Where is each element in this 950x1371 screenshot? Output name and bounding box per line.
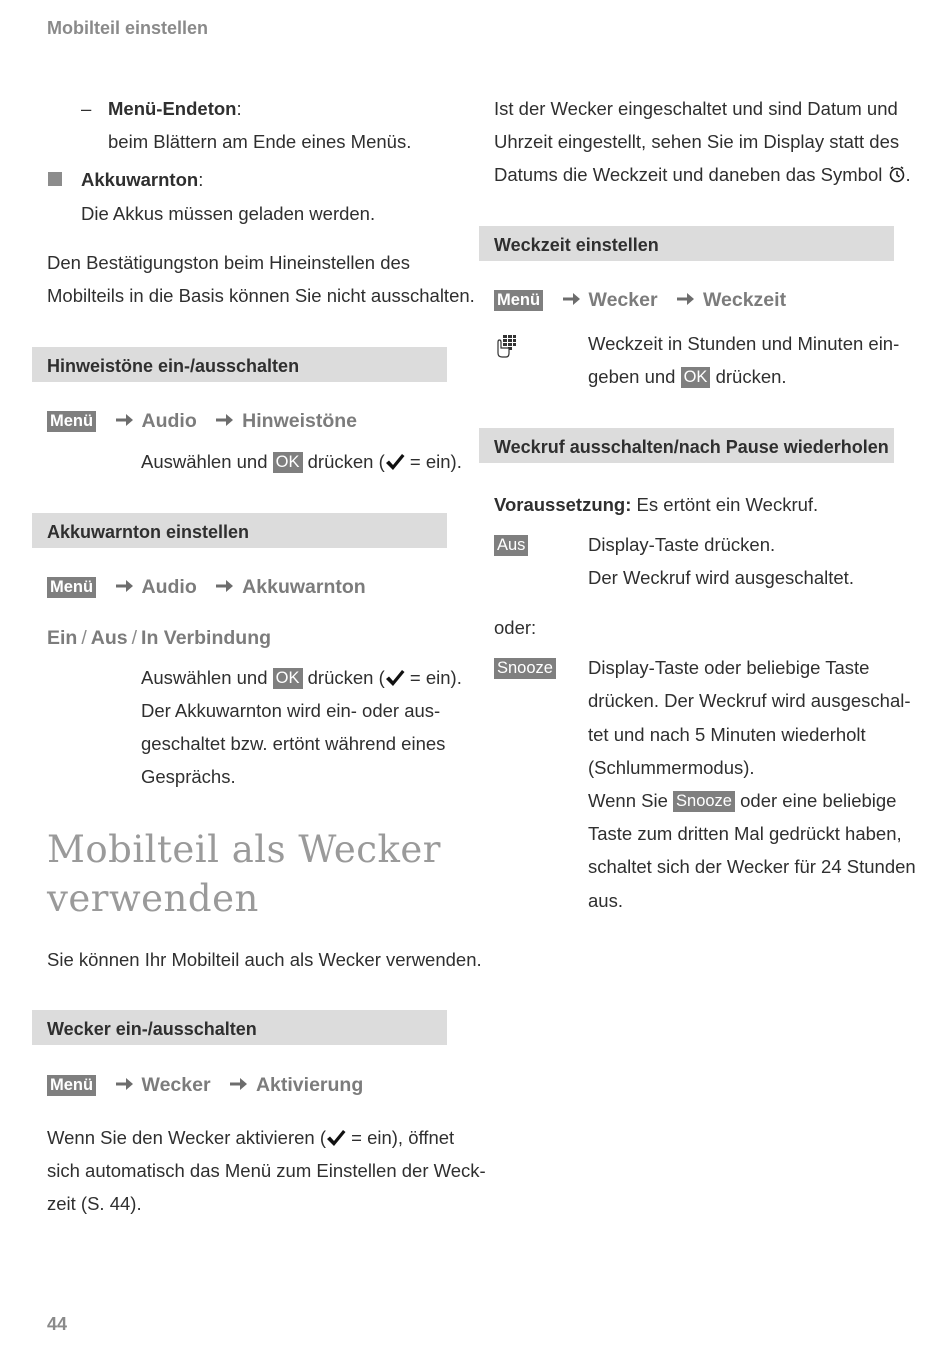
checkmark-icon <box>385 664 405 682</box>
intro-text: Sie können Ihr Mobilteil auch als Wecker verwenden. <box>47 949 482 970</box>
text: = ein). <box>404 451 462 472</box>
step-text <box>141 661 462 694</box>
step-line: drücken. Der Weckruf wird ausgeschal- <box>588 690 911 711</box>
arrow-right-icon <box>116 1074 133 1097</box>
prerequisite-text: Es ertönt ein Weckruf. <box>631 494 819 515</box>
step-line: Der Weckruf wird ausgeschaltet. <box>588 567 854 588</box>
section-header-weckzeit <box>479 226 894 261</box>
section-header-wecker <box>32 1010 447 1045</box>
option-ein[interactable]: Ein <box>47 627 78 649</box>
section-header-akkuwarnton <box>32 513 447 548</box>
paragraph-line: Mobilteils in die Basis können Sie nicht ausschalten. <box>47 285 475 306</box>
section-title: Hinweistöne ein-/ausschalten <box>47 356 300 376</box>
chapter-title-line: verwenden <box>47 877 259 920</box>
aus-key-wrap <box>494 528 528 561</box>
text: Wenn Sie den Wecker aktivieren ( <box>47 1127 326 1148</box>
menu-path-item: Audio <box>141 410 197 432</box>
menu-path-item: Wecker <box>588 289 658 311</box>
step-line: Der Akkuwarnton wird ein- oder aus- <box>141 700 441 721</box>
menu-path-item: Audio <box>141 576 197 598</box>
step-line: (Schlummermodus). <box>588 757 755 778</box>
body-line <box>47 1121 454 1154</box>
step-line: schaltet sich der Wecker für 24 Stunden <box>588 856 916 877</box>
checkmark-icon <box>326 1124 346 1142</box>
checkmark-icon <box>385 448 405 466</box>
section-title: Wecker ein-/ausschalten <box>47 1019 257 1039</box>
snooze-key[interactable]: Snooze <box>494 658 556 679</box>
body-line: sich automatisch das Menü zum Einstellen der Weck- <box>47 1160 486 1181</box>
arrow-right-icon <box>230 1074 247 1097</box>
text: Datums die Weckzeit und daneben das Symbol <box>494 164 883 185</box>
menu-path-item: Akkuwarnton <box>242 576 366 598</box>
chapter-title-line: Mobilteil als Wecker <box>47 828 441 871</box>
colon: : <box>236 98 242 119</box>
arrow-right-icon <box>563 289 580 312</box>
bullet-square-icon <box>48 172 62 186</box>
aus-key[interactable]: Aus <box>494 535 528 556</box>
option-list <box>47 627 271 650</box>
section-title: Akkuwarnton einstellen <box>47 522 250 542</box>
step-line <box>588 360 787 393</box>
dash-marker: – <box>81 98 92 119</box>
term: Akkuwarnton <box>81 169 199 190</box>
step-line: geschaltet bzw. ertönt während eines <box>141 733 446 754</box>
paragraph-line: Uhrzeit eingestellt, sehen Sie im Display statt des <box>494 131 900 152</box>
keypad-icon <box>495 334 515 356</box>
step-line: Display-Taste oder beliebige Taste <box>588 657 870 678</box>
menu-path-item: Weckzeit <box>702 289 787 311</box>
arrow-right-icon <box>116 410 133 433</box>
arrow-right-icon <box>677 289 694 312</box>
snooze-key-wrap <box>494 651 556 684</box>
dash-item-title <box>108 92 242 125</box>
text: drücken ( <box>302 451 385 472</box>
arrow-right-icon <box>216 410 233 433</box>
menu-path <box>47 576 366 599</box>
body-line: zeit (S. 44). <box>47 1193 142 1214</box>
bullet-item-title <box>81 163 203 196</box>
paragraph-line <box>494 158 911 193</box>
option-aus[interactable]: Aus <box>90 627 128 649</box>
term: Menü-Endeton <box>108 98 237 119</box>
oder-text: oder: <box>494 617 537 638</box>
section-header-weckruf <box>479 428 894 463</box>
text: drücken. <box>710 366 787 387</box>
snooze-key-inline[interactable]: Snooze <box>673 791 735 812</box>
menu-path <box>47 410 357 433</box>
section-header-hinweistoene <box>32 347 447 382</box>
prerequisite-label: Voraussetzung: <box>494 494 632 515</box>
menu-key[interactable]: Menü <box>47 1075 96 1096</box>
menu-path-item: Hinweistöne <box>242 410 358 432</box>
step-line <box>588 784 896 817</box>
ok-key[interactable]: OK <box>681 367 711 388</box>
text: = ein). <box>404 667 462 688</box>
text: oder eine beliebige <box>734 790 897 811</box>
ok-key[interactable]: OK <box>273 452 303 473</box>
menu-path-item: Wecker <box>141 1074 211 1096</box>
menu-path <box>494 289 786 312</box>
menu-path-item: Aktivierung <box>255 1074 364 1096</box>
section-title: Weckruf ausschalten/nach Pause wiederholen <box>494 437 889 457</box>
step-line: aus. <box>588 890 623 911</box>
prerequisite <box>494 488 818 521</box>
option-separator: / <box>131 627 138 649</box>
text: Auswählen und <box>141 667 273 688</box>
step-line: Weckzeit in Stunden und Minuten ein- <box>588 333 900 354</box>
step-line: Taste zum dritten Mal gedrückt haben, <box>588 823 902 844</box>
paragraph-line: Ist der Wecker eingeschaltet und sind Datum und <box>494 98 898 119</box>
option-in-verbindung[interactable]: In Verbindung <box>141 627 272 649</box>
page-header: Mobilteil einstellen <box>47 18 209 38</box>
menu-key[interactable]: Menü <box>494 290 543 311</box>
menu-key[interactable]: Menü <box>47 411 96 432</box>
option-separator: / <box>81 627 87 649</box>
arrow-right-icon <box>116 576 133 599</box>
step-line: tet und nach 5 Minuten wiederholt <box>588 724 866 745</box>
section-title: Weckzeit einstellen <box>494 235 659 255</box>
menu-path <box>47 1074 363 1097</box>
paragraph-line: Den Bestätigungston beim Hineinstellen des <box>47 252 411 273</box>
bullet-item-desc: Die Akkus müssen geladen werden. <box>81 203 376 224</box>
ok-key[interactable]: OK <box>273 668 303 689</box>
text: drücken ( <box>302 667 385 688</box>
alarm-clock-icon <box>888 160 906 193</box>
text: . <box>905 164 911 185</box>
arrow-right-icon <box>216 576 233 599</box>
page-number: 44 <box>47 1314 68 1334</box>
text: = ein), öffnet <box>346 1127 455 1148</box>
menu-key[interactable]: Menü <box>47 577 96 598</box>
colon: : <box>198 169 204 190</box>
text: Wenn Sie <box>588 790 674 811</box>
step-text <box>141 445 462 478</box>
text: geben und <box>588 366 681 387</box>
dash-item-desc: beim Blättern am Ende eines Menüs. <box>108 131 412 152</box>
step-line: Gesprächs. <box>141 766 236 787</box>
step-line: Display-Taste drücken. <box>588 534 776 555</box>
text: Auswählen und <box>141 451 273 472</box>
